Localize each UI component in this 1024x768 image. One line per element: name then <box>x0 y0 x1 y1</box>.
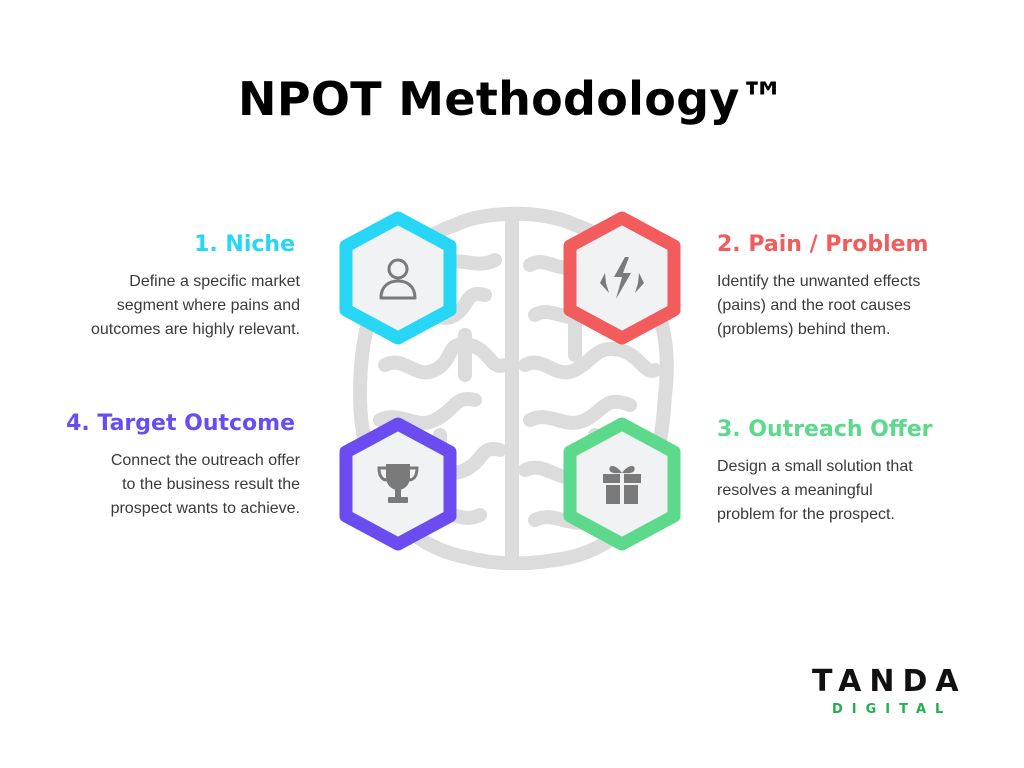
user-icon <box>373 253 423 303</box>
lightning-icon <box>597 253 647 303</box>
logo-main-text: TANDA <box>812 664 967 699</box>
pain-hexagon <box>560 210 684 346</box>
target-description: Connect the outreach offer to the business result the prospect wants to achieve. <box>110 452 300 517</box>
target-heading: 4. Target Outcome <box>66 411 295 436</box>
pain-heading: 2. Pain / Problem <box>717 232 929 257</box>
niche-description: Define a specific market segment where pains and outcomes are highly relevant. <box>91 273 300 338</box>
outreach-hexagon <box>560 416 684 552</box>
outreach-description: Design a small solution that resolves a meaningful problem for the prospect. <box>717 458 913 523</box>
logo-sub-text: DIGITAL <box>832 702 953 717</box>
target-hexagon <box>336 416 460 552</box>
pain-description: Identify the unwanted effects (pains) and the root causes (problems) behind them. <box>717 273 921 338</box>
tanda-digital-logo <box>812 664 967 717</box>
niche-hexagon <box>336 210 460 346</box>
gift-icon <box>597 459 647 509</box>
outreach-heading: 3. Outreach Offer <box>717 417 933 442</box>
trophy-icon <box>373 459 423 509</box>
niche-heading: 1. Niche <box>194 232 295 257</box>
page-title: NPOT Methodology™ <box>238 72 786 126</box>
